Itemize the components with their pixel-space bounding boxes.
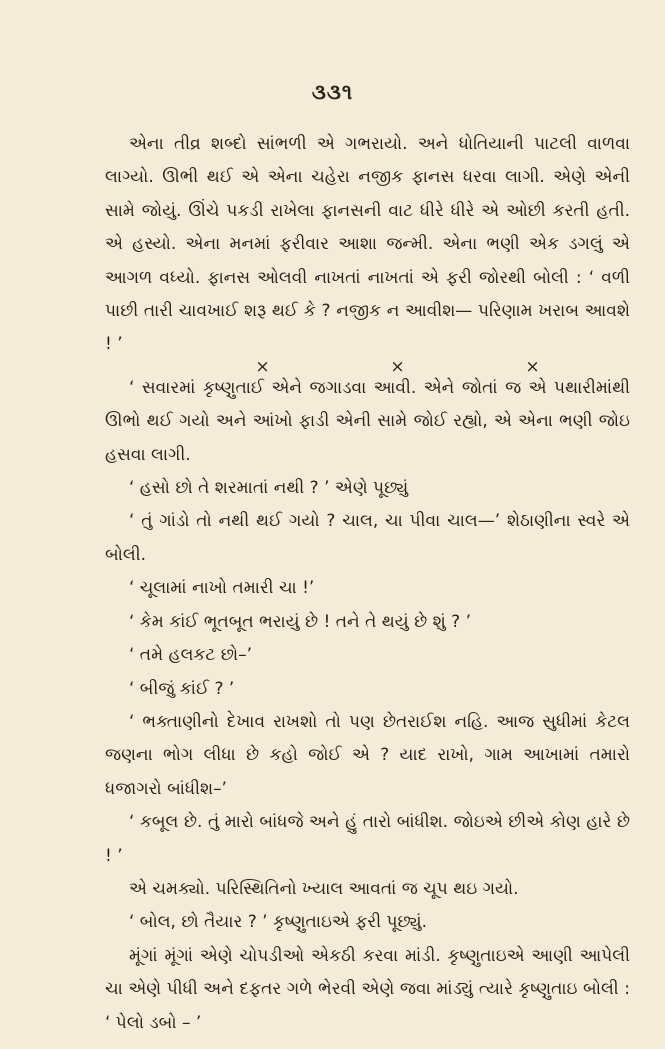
paragraph-12: ‘ બોલ, છો તૈયાર ? ’ કૃષ્ણુતાઇએ ફરી પૂછ્યું. — [129, 912, 427, 933]
separator-mark: × — [390, 356, 405, 377]
paragraph-10: ‘ કબૂલ છે. તું મારો બાંધજે અને હું તારો બાંધીશ. જોઇએ છીએ કોણ હારે છે ! ’ — [105, 812, 630, 866]
paragraph-1: એના તીવ્ર શબ્દો સાંભળી એ ગભરાયો. અને ધોતિયાની પાટલી વાળવા લાગ્યો. ઊભી થઈ એ એના ચહેરા નજીક ફાનસ ધરવા લાગી. એણે એની સામે જોયું. ઊંચે પકડી રાખેલા ફાનસની વાટ ધીરે ધીરે એ ઓછી કરતી હતી. એ હસ્યો. એના મનમાં ફરીવાર આશા જન્મી. એના ભણી એક ડગલું એ આગળ વધ્યો. ફાનસ ઓલવી નાખતાં નાખતાં એ ફરી જોરથી બોલી : ‘ વળી પાછી તારી ચાવખાઈ શરૂ થઈ કે ? નજીક ન આવીશ— પરિણામ ખરાબ આવશે ! ’ — [105, 134, 630, 355]
paragraph-2: ‘ સવારમાં કૃષ્ણુતાઈ એને જગાડવા આવી. એને જોતાં જ એ પથારીમાંથી ઊભો થઈ ગયો અને આંખો ફાડી એની સામે જોઈ રહ્યો, એ એના ભણી જોઇ હસવા લાગી. — [105, 377, 630, 465]
separator-mark: × — [255, 356, 270, 377]
paragraph-13: મૂંગાં મૂંગાં એણે ચોપડીઓ એકઠી કરવા માંડી. કૃષ્ણુતાઇએ આણી આપેલી ચા એણે પીધી અને દફતર ગળે ભેરવી એણે જવા માંડ્યું ત્યારે કૃષ્ણુતાઇ બોલી : ‘ પેલો ડબો – ’ — [105, 945, 630, 1033]
paragraph-8: ‘ બીજું કાંઈ ? ’ — [129, 678, 235, 699]
paragraph-7: ‘ તમે હલકટ છો–’ — [129, 645, 253, 666]
paragraph-9: ‘ ભક્તાણીનો દેખાવ રાખશો તો પણ છેતરાઈશ નહિ. આજ સુધીમાં કેટલ જણના ભોગ લીધા છે કહો જોઈ એ ? યાદ રાખો, ગામ આખામાં તમારો ધજાગરો બાંધીશ–’ — [105, 711, 630, 799]
paragraph-5: ‘ ચૂલામાં નાખો તમારી ચા !’ — [129, 578, 315, 599]
paragraph-11: એ ચમક્યો. પરિસ્થિતિનો ખ્યાલ આવતાં જ ચૂપ થઇ ગયો. — [129, 878, 519, 899]
paragraph-3: ‘ હસો છો તે શરમાતાં નથી ? ’ એણે પૂછ્યું — [129, 478, 409, 499]
separator-mark: × — [525, 356, 540, 377]
paragraph-6: ‘ કેમ કાંઈ ભૂતબૂત ભરાયું છે ! તને તે થયું છે શું ? ’ — [129, 611, 472, 632]
page-body — [105, 128, 630, 1040]
page-number: ૩૩૧ — [311, 80, 354, 104]
paragraph-4: ‘ તું ગાંડો તો નથી થઈ ગયો ? ચાલ, ચા પીવા ચાલ—’ શેઠાણીના સ્વરે એ બોલી. — [105, 511, 630, 565]
